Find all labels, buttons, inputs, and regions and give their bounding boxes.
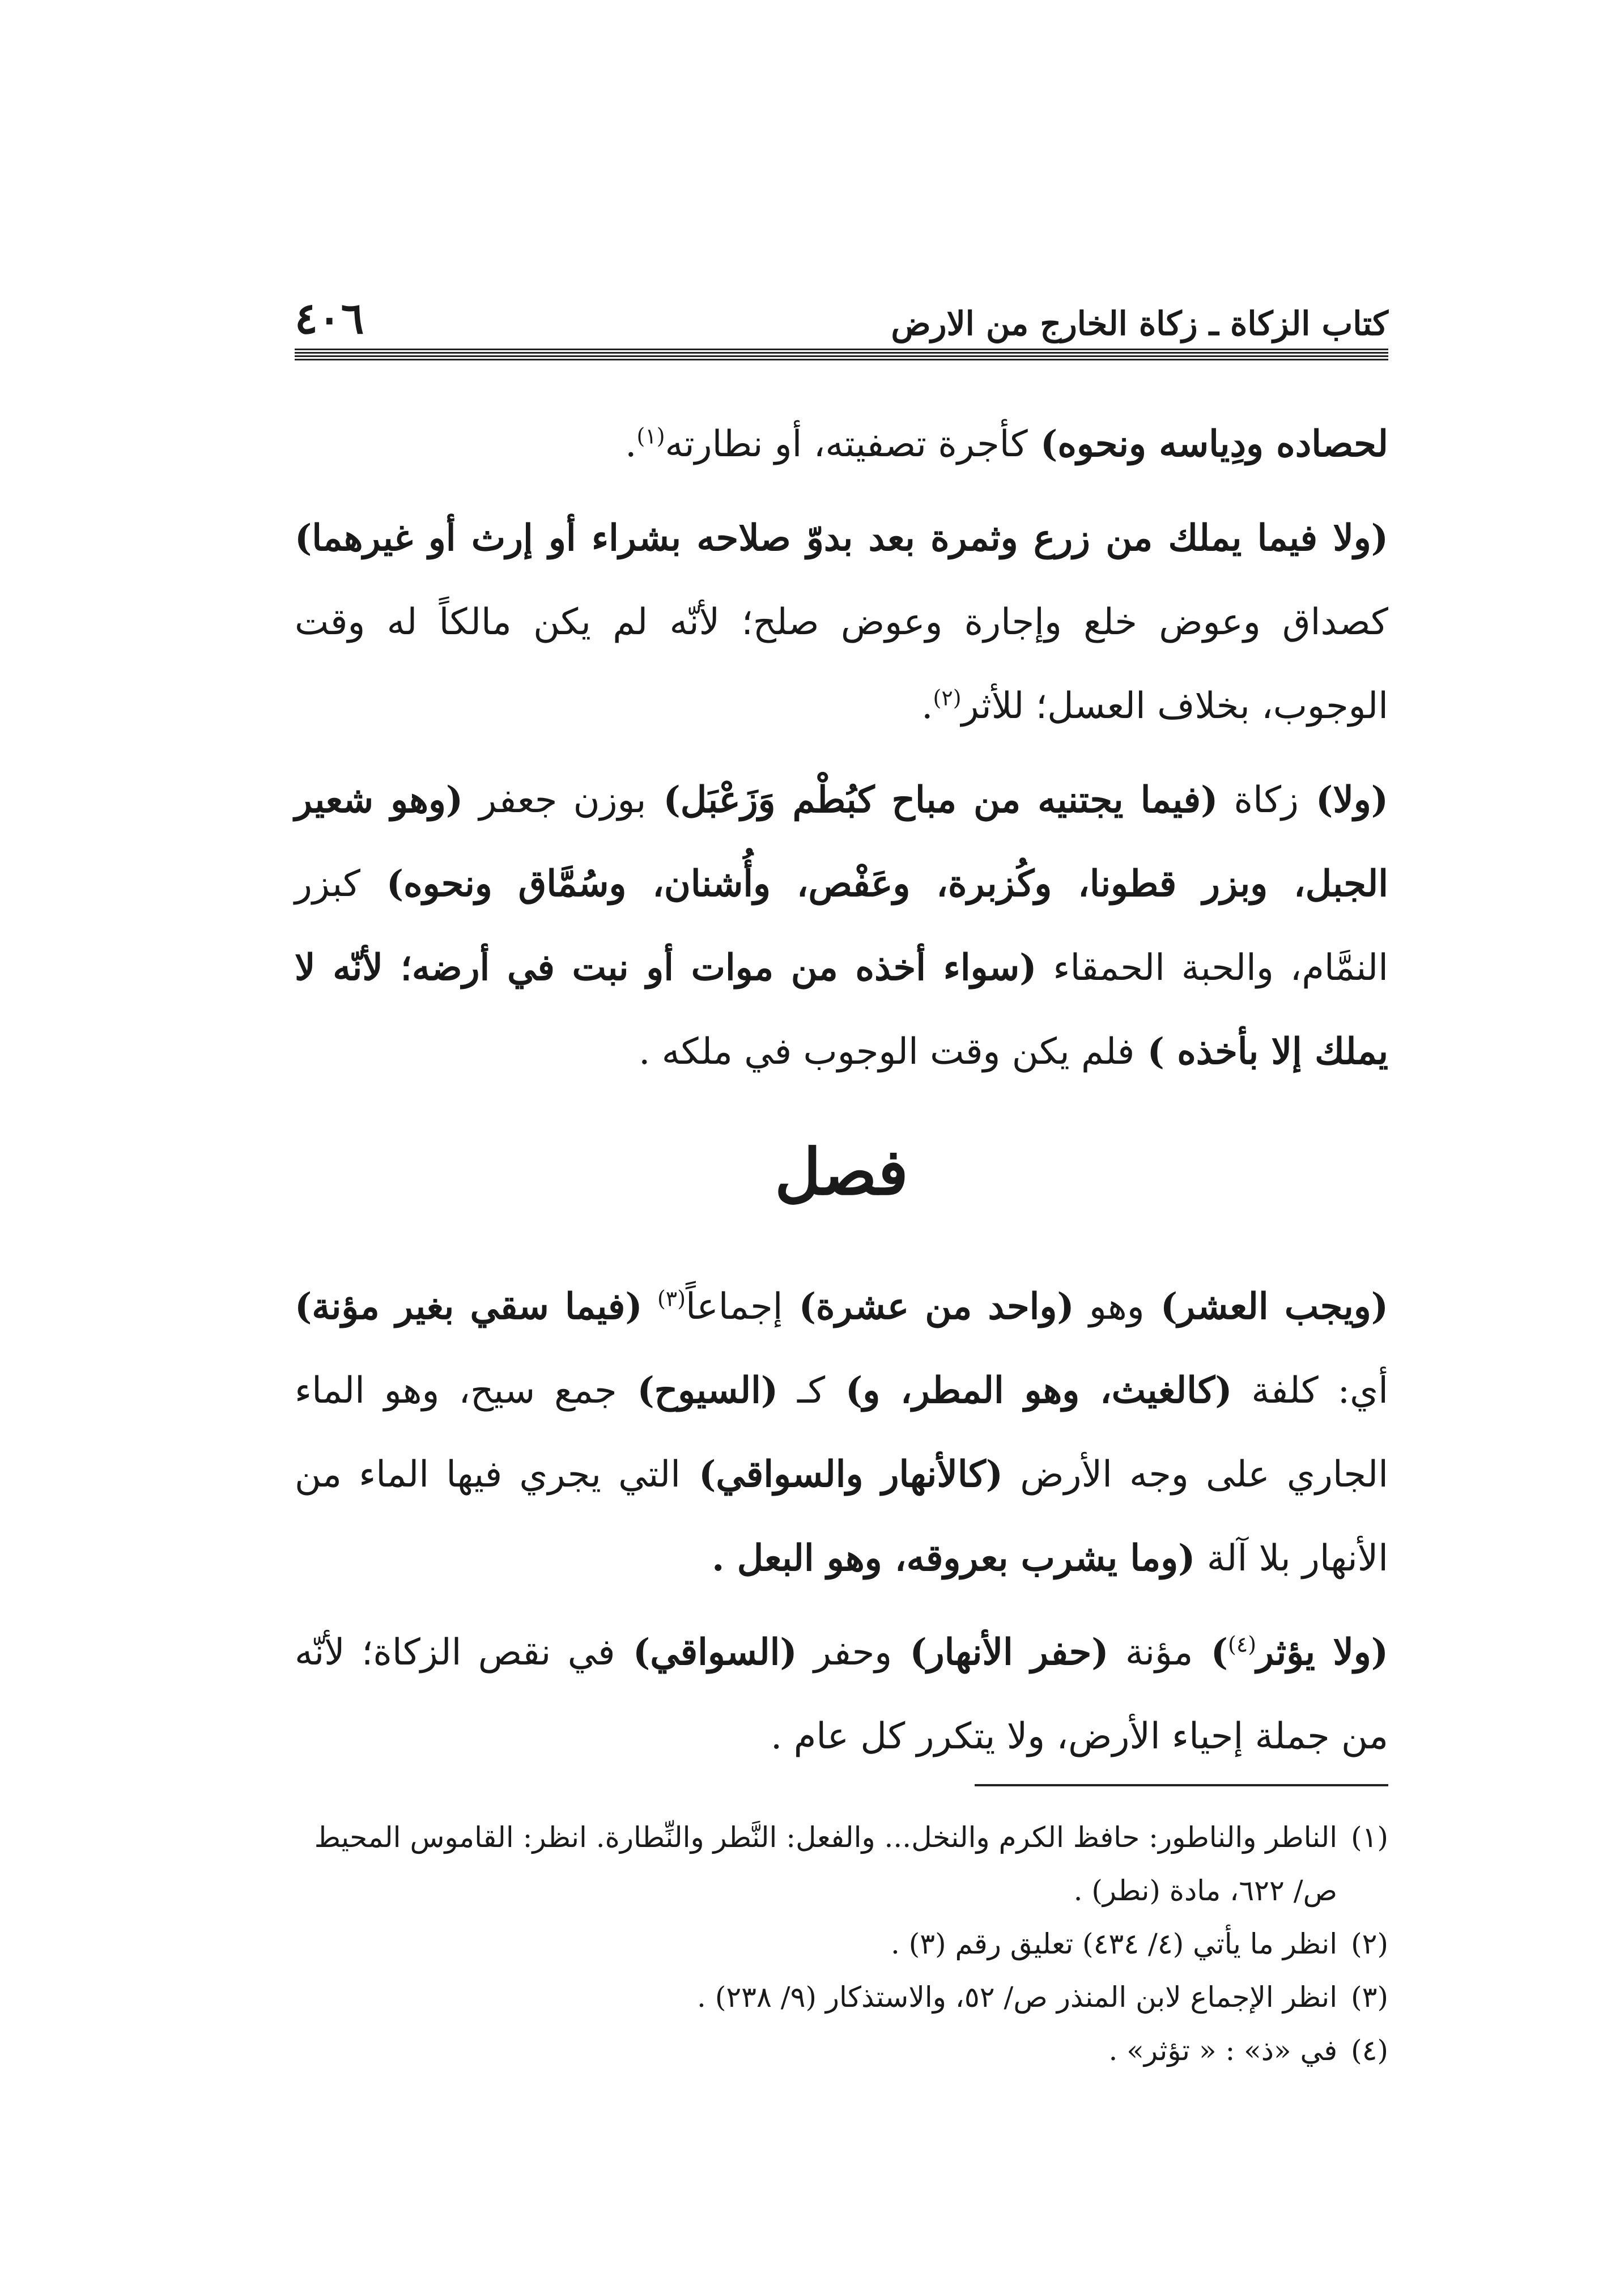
text-run: التي يجري فيها الماء من الأنهار بلا آلة [295, 1454, 1388, 1580]
paragraph [295, 758, 1388, 1094]
text-run: زكاة [1218, 779, 1299, 821]
footnote-ref: (٢) [933, 685, 962, 711]
text-run [643, 1286, 657, 1328]
footnote-number: (٤) [1351, 2034, 1388, 2067]
bold-text: (وهو شعير الجبل، وبزر قطونا، وكُزبرة، وعَفْص، وأُشنان، وسُمَّاق ونحوه) [295, 779, 1388, 905]
footnote-ref: (١) [636, 423, 665, 449]
bold-text: ) [1193, 1631, 1228, 1674]
footnote [295, 1917, 1388, 1971]
header-rule [295, 349, 1388, 361]
bold-text: لحصاده ودِياسه ونحوه) [1027, 423, 1388, 465]
text-run: وحفر [797, 1632, 892, 1674]
text-run: إجماعاً [686, 1286, 783, 1328]
text-run: . [625, 423, 637, 465]
footnote-text: انظر الإجماع لابن المنذر ص/ ٥٢، والاستذكار (٩/ ٢٣٨) . [697, 1981, 1338, 2014]
paragraph [295, 402, 1388, 486]
bold-text: (سواء أخذه من موات أو نبت في أرضه؛ لأنّه لا يملك إلا بأخذه ) [295, 946, 1388, 1073]
bold-text: (السواقي) [615, 1631, 797, 1674]
bold-text: (كالأنهار والسواقي) [681, 1453, 1004, 1496]
text-run: كصداق وعوض خلع وإجارة وعوض صلح؛ لأنّه لم يكن مالكاً له وقت الوجوب، بخلاف العسل؛ للأثر [295, 601, 1388, 727]
bold-text: (ولا يؤثر [1256, 1631, 1389, 1674]
text-run: كأجرة تصفيته، أو نطارته [665, 423, 1028, 465]
footnote-text: الناطر والناطور: حافظ الكرم والنخل... والفعل: النَّطر والنِّطارة. انظر: القاموس المحيط ص/ ٦٢٢، مادة (نطر) . [314, 1821, 1338, 1907]
footnote-number: (١) [1351, 1821, 1388, 1854]
bold-text: (ويجب العشر) [1144, 1285, 1389, 1328]
footnote-number: (٢) [1351, 1927, 1388, 1960]
paragraph [295, 1265, 1388, 1600]
text-run: كـ [778, 1370, 826, 1412]
footnote-text: في «ذ» : « تؤثر» . [1108, 2034, 1338, 2067]
footnote-number: (٣) [1351, 1981, 1388, 2014]
footnote-ref: (٤) [1227, 1632, 1257, 1658]
main-text [295, 402, 1388, 1789]
paragraph [295, 1611, 1388, 1778]
text-run: كبزر النمَّام، والحبة الحمقاء [295, 863, 1389, 989]
page-number: ٤٠٦ [295, 293, 364, 343]
bold-text: (فيما يجتنيه من مباح كبُطْم وَزَعْبَل) [646, 779, 1218, 821]
bold-text: (واحد من عشرة) [783, 1285, 1074, 1328]
running-title: كتاب الزكاة ـ زكاة الخارج من الارض [891, 304, 1388, 343]
bold-text: (السيوح) [617, 1369, 779, 1412]
footnote [295, 1811, 1388, 1917]
text-run: مؤنة [1108, 1632, 1193, 1674]
text-run: في نقص الزكاة؛ لأنّه من جملة إحياء الأرض، ولا يتكرر كل عام . [295, 1632, 1388, 1758]
bold-text: (وما يشرب بعروقه، وهو البعل . [712, 1537, 1196, 1580]
bold-text: (ولا فيما يملك من زرع وثمرة بعد بدوّ صلاحه بشراء أو إرث أو غيرهما) [295, 517, 1389, 559]
text-run: . [921, 685, 933, 727]
footnote-divider [975, 1784, 1388, 1786]
bold-text: (حفر الأنهار) [892, 1631, 1109, 1674]
text-run: فلم يكن وقت الوجوب في ملكه . [639, 1031, 1135, 1073]
bold-text: (كالغيث، وهو المطر، و) [825, 1369, 1232, 1412]
paragraph [295, 496, 1388, 748]
bold-text: (فيما سقي بغير مؤنة) [295, 1285, 643, 1328]
footnote [295, 1971, 1388, 2024]
footnote-text: انظر ما يأتي (٤/ ٤٣٤) تعليق رقم (٣) . [891, 1927, 1338, 1960]
footnote-ref: (٣) [657, 1286, 686, 1312]
footnotes [295, 1811, 1388, 2077]
text-run: جمع سيح، وهو الماء الجاري على وجه الأرض [295, 1370, 1389, 1496]
text-run: بوزن جعفر [463, 779, 647, 821]
running-header [295, 278, 1388, 343]
text-run: أي: كلفة [1232, 1370, 1389, 1412]
bold-text: (ولا) [1298, 779, 1389, 821]
footnote [295, 2024, 1388, 2077]
text-run: وهو [1074, 1286, 1145, 1328]
section-heading: فصل [775, 1135, 908, 1209]
